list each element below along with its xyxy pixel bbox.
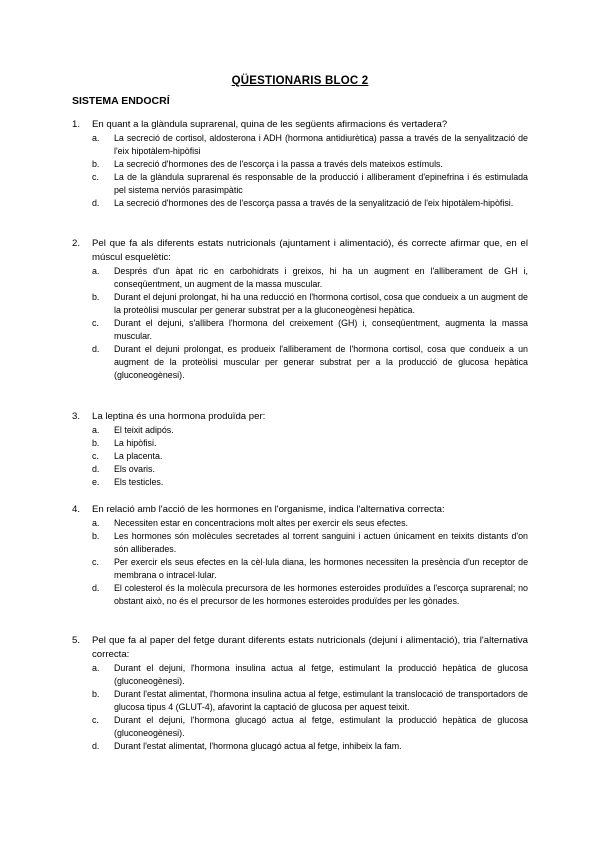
option-item — [92, 714, 528, 740]
option-text: Durant el dejuni, l'hormona glucagó actua al fetge, estimulant la producció hepàtica de glucosa (gluconeogènesi). — [114, 715, 528, 738]
option-text: Després d'un àpat ric en carbohidrats i greixos, hi ha un augment en l'alliberament de GH i, conseqüentment, un augment de la massa muscular. — [114, 266, 528, 289]
option-item — [92, 517, 528, 530]
option-text: La hipòfisi. — [114, 438, 157, 448]
option-text: Durant el dejuni prolongat, es produeix l'alliberament de l'hormona cortisol, cosa que condueix a un augment de la proteòlisi muscular per generar substrat per a la producció de glucosa hepàtica (gluconeogènesi). — [114, 344, 528, 380]
option-letter: a. — [92, 266, 100, 276]
option-item — [92, 463, 528, 476]
option-item — [92, 582, 528, 608]
option-text: El teixit adipós. — [114, 425, 174, 435]
option-list — [92, 265, 528, 382]
option-text: La placenta. — [114, 451, 163, 461]
section-heading: SISTEMA ENDOCRÍ — [72, 95, 170, 107]
option-list — [92, 517, 528, 608]
option-text: Durant l'estat alimentat, l'hormona insulina actua al fetge, estimulant la translocació de transportadors de glucosa tipus 4 (GLUT-4), afavorint la captació de glucosa per aquest teixit. — [114, 689, 528, 712]
question-number: 4. — [72, 504, 81, 515]
option-letter: b. — [92, 292, 100, 302]
option-letter: a. — [92, 425, 100, 435]
option-letter: b. — [92, 531, 100, 541]
question-stem: Pel que fa als diferents estats nutricionals (ajuntament i alimentació), és correcte afirmar que, en el múscul esquelètic: — [92, 238, 528, 263]
question-stem: La leptina és una hormona produïda per: — [92, 411, 266, 422]
option-text: Per exercir els seus efectes en la cèl·lula diana, les hormones necessiten la presència d'un receptor de membrana o intracel·lular. — [114, 557, 528, 580]
option-list — [92, 132, 528, 210]
option-letter: b. — [92, 689, 100, 699]
option-text: La de la glàndula suprarenal és responsable de la producció i alliberament d'epinefrina i és estimulada pel sistema nerviós parasimpàtic — [114, 172, 528, 195]
question-1 — [72, 118, 528, 210]
option-letter: d. — [92, 464, 100, 474]
option-text: Durant el dejuni, l'hormona insulina actua al fetge, estimulant la producció hepàtica de glucosa (gluconeogènesi). — [114, 663, 528, 686]
option-letter: c. — [92, 172, 99, 182]
option-item — [92, 556, 528, 582]
option-letter: a. — [92, 663, 100, 673]
option-text: Durant el dejuni, s'allibera l'hormona del creixement (GH) i, conseqüentment, augmenta la massa muscular. — [114, 318, 528, 341]
option-item — [92, 291, 528, 317]
option-item — [92, 158, 528, 171]
option-text: Els ovaris. — [114, 464, 155, 474]
option-item — [92, 662, 528, 688]
option-item — [92, 265, 528, 291]
option-letter: c. — [92, 715, 99, 725]
option-item — [92, 132, 528, 158]
option-item — [92, 688, 528, 714]
question-stem: En quant a la glàndula suprarenal, quina de les següents afirmacions és vertadera? — [92, 119, 448, 130]
option-letter: a. — [92, 518, 100, 528]
question-number: 3. — [72, 411, 81, 422]
option-item — [92, 530, 528, 556]
option-text: El colesterol és la molècula precursora de les hormones esteroides produïdes a l'escorça suprarenal; no obstant això, no és el precursor de les hormones esteroides produïdes per les gònades. — [114, 583, 528, 606]
option-item — [92, 740, 528, 753]
option-text: La secreció de cortisol, aldosterona i ADH (hormona antidiurètica) passa a través de la senyalització de l'eix hipotàlem-hipòfisi — [114, 133, 528, 156]
option-item — [92, 317, 528, 343]
option-list — [92, 662, 528, 753]
option-text: La secreció d'hormones des de l'escorça i la passa a través dels mateixos estímuls. — [114, 159, 443, 169]
option-text: Els testicles. — [114, 477, 164, 487]
option-text: Durant el dejuni prolongat, hi ha una reducció en l'hormona cortisol, cosa que condueix a un augment de la proteòlisi muscular per generar substrat per a la gluconeogènesi hepàtica. — [114, 292, 528, 315]
option-item — [92, 437, 528, 450]
question-4 — [72, 503, 528, 608]
question-5 — [72, 634, 528, 753]
option-item — [92, 424, 528, 437]
question-number: 2. — [72, 238, 81, 249]
option-item — [92, 476, 528, 489]
option-letter: e. — [92, 477, 100, 487]
question-2 — [72, 237, 528, 382]
option-item — [92, 343, 528, 382]
question-stem: Pel que fa al paper del fetge durant diferents estats nutricionals (dejuni i alimentació), tria l'alternativa correcta: — [92, 635, 528, 660]
option-letter: c. — [92, 451, 99, 461]
option-text: La secreció d'hormones des de l'escorça passa a través de la senyalització de l'eix hipotàlem-hipòfisi. — [114, 198, 514, 208]
option-letter: a. — [92, 133, 100, 143]
option-letter: c. — [92, 557, 99, 567]
option-item — [92, 197, 528, 210]
option-letter: b. — [92, 438, 100, 448]
question-stem: En relació amb l'acció de les hormones en l'organisme, indica l'alternativa correcta: — [92, 504, 445, 515]
option-letter: d. — [92, 344, 100, 354]
option-letter: d. — [92, 198, 100, 208]
question-number: 1. — [72, 119, 81, 130]
option-text: Necessiten estar en concentracions molt altes per exercir els seus efectes. — [114, 518, 408, 528]
option-text: Les hormones són molècules secretades al torrent sanguini i actuen únicament en teixits distants d'on són alliberades. — [114, 531, 528, 554]
question-3 — [72, 410, 528, 489]
option-letter: d. — [92, 583, 100, 593]
option-text: Durant l'estat alimentat, l'hormona glucagó actua al fetge, inhibeix la fam. — [114, 741, 402, 751]
option-item — [92, 450, 528, 463]
question-number: 5. — [72, 635, 81, 646]
option-item — [92, 171, 528, 197]
option-list — [92, 424, 528, 489]
option-letter: b. — [92, 159, 100, 169]
option-letter: d. — [92, 741, 100, 751]
document-title: QÜESTIONARIS BLOC 2 — [231, 75, 369, 87]
option-letter: c. — [92, 318, 99, 328]
